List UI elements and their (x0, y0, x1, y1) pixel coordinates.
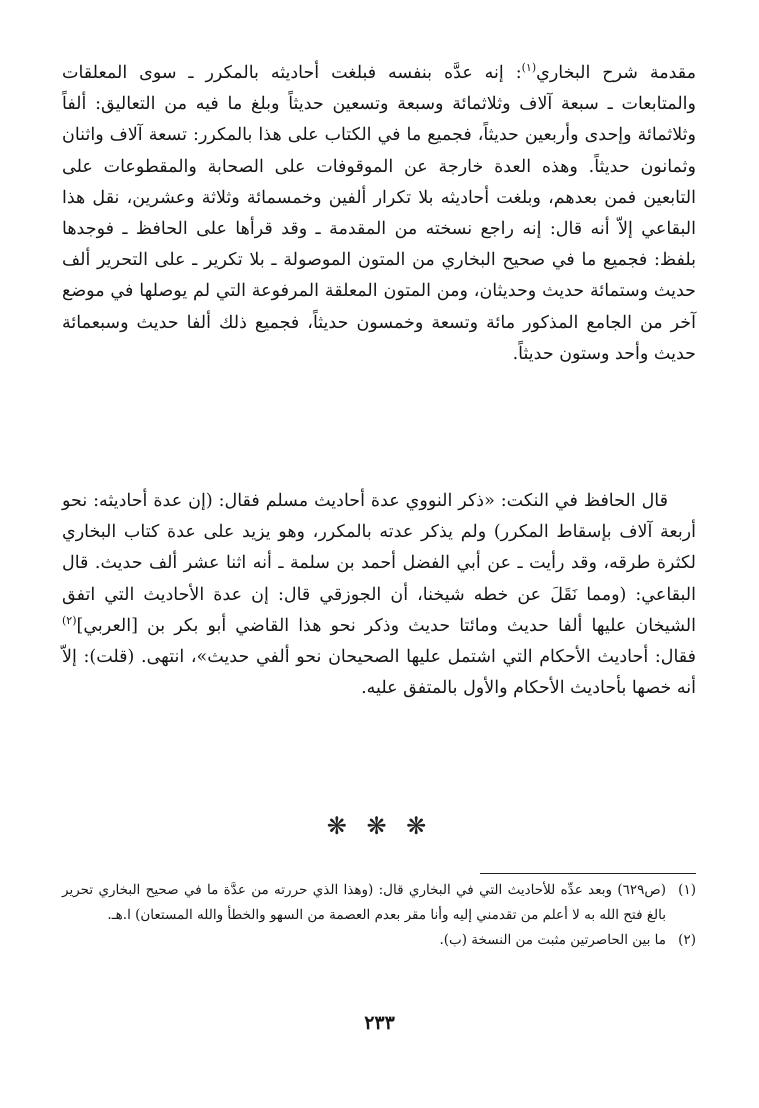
body-paragraph-2 (62, 486, 696, 704)
paragraph-2-text-b: فقال: أحاديث الأحكام التي اشتمل عليها الصحيحان نحو ألفي حديث»، انتهى. (قلت): إلاّ أنه خصها بأحاديث الأحكام والأول بالمتفق عليه. (62, 647, 696, 699)
footnote-1-number: (١) (678, 882, 696, 898)
paragraph-1-text-b: : إنه عدَّه بنفسه فبلغت أحاديثه بالمكرر ـ سوى المعلقات والمتابعات ـ سبعة آلاف وثلاثمائة وسبعة وتسعين حديثاً وبلغ ما فيه من التعاليق: ألفاً وثلاثمائة وإحدى وأربعين حديثاً، فجميع ما في الكتاب على هذا بالمكرر: تسعة آلاف واثنان وثمانون حديثاً. وهذه العدة خارجة عن الموقوفات على الصحابة والمقطوعات على التابعين فمن بعدهم، وبلغت أحاديثه بلا تكرار ألفين وخمسمائة وثلاثة وعشرين، نقل هذا البقاعي إلاّ أنه قال: إنه راجع نسخته من المقدمة ـ وقد قرأها على الحافظ ـ فوجدها بلفظ: فجميع ما في صحيح البخاري من المتون الموصولة ـ بلا تكرير ـ على التحرير ألف حديث وستمائة حديث وحديثان، ومن المتون المعلقة المرفوعة التي لم يوصلها في موضع آخر من الجامع المذكور مائة وتسعة وخمسون حديثاً، فجميع ذلك ألفا حديث وسبعمائة حديث وأحد وستون حديثاً. (62, 63, 696, 364)
footnote-1-text: (ص٦٢٩) وبعد عدِّه للأحاديث التي في البخاري قال: (وهذا الذي حررته من عدَّة ما في صحيح البخاري تحرير بالغ فتح الله به لا أعلم من تقدمني إليه وأنا مقر بعدم العصمة من السهو والخطأ والله المستعان) ا.هـ. (62, 882, 666, 923)
footnote-2 (62, 928, 696, 953)
section-separator: ❋ ❋ ❋ (326, 812, 433, 840)
footnote-divider (480, 873, 696, 874)
page-number: ٢٣٣ (364, 1012, 395, 1034)
footnote-reference-2[interactable]: (٢) (62, 613, 77, 627)
paragraph-1-text-a: مقدمة شرح البخاري (536, 63, 696, 83)
footnote-reference-1[interactable]: (١) (521, 61, 537, 75)
footnote-2-number: (٢) (678, 932, 696, 948)
footnotes-section (62, 878, 696, 953)
footnote-1 (62, 878, 696, 928)
paragraph-2-text-a: قال الحافظ في النكت: «ذكر النووي عدة أحاديث مسلم فقال: (إن عدة أحاديثه: نحو أربعة آلاف بإسقاط المكرر) ولم يذكر عدته بالمكرر، وهو يزيد على عدة كتاب البخاري لكثرة طرقه، وقد رأيت ـ عن أبي الفضل أحمد بن سلمة ـ أنه اثنا عشر ألف حديث. قال البقاعي: (ومما نَقَلَ عن خطه شيخنا، أن الجوزقي قال: إن عدة الأحاديث التي اتفق الشيخان عليها ألفا حديث ومائتا حديث وذكر نحو هذا القاضي أبو بكر بن [العربي] (62, 491, 696, 636)
footnote-2-text: ما بين الحاصرتين مثبت من النسخة (ب). (439, 932, 666, 948)
body-paragraph-1 (62, 58, 696, 370)
